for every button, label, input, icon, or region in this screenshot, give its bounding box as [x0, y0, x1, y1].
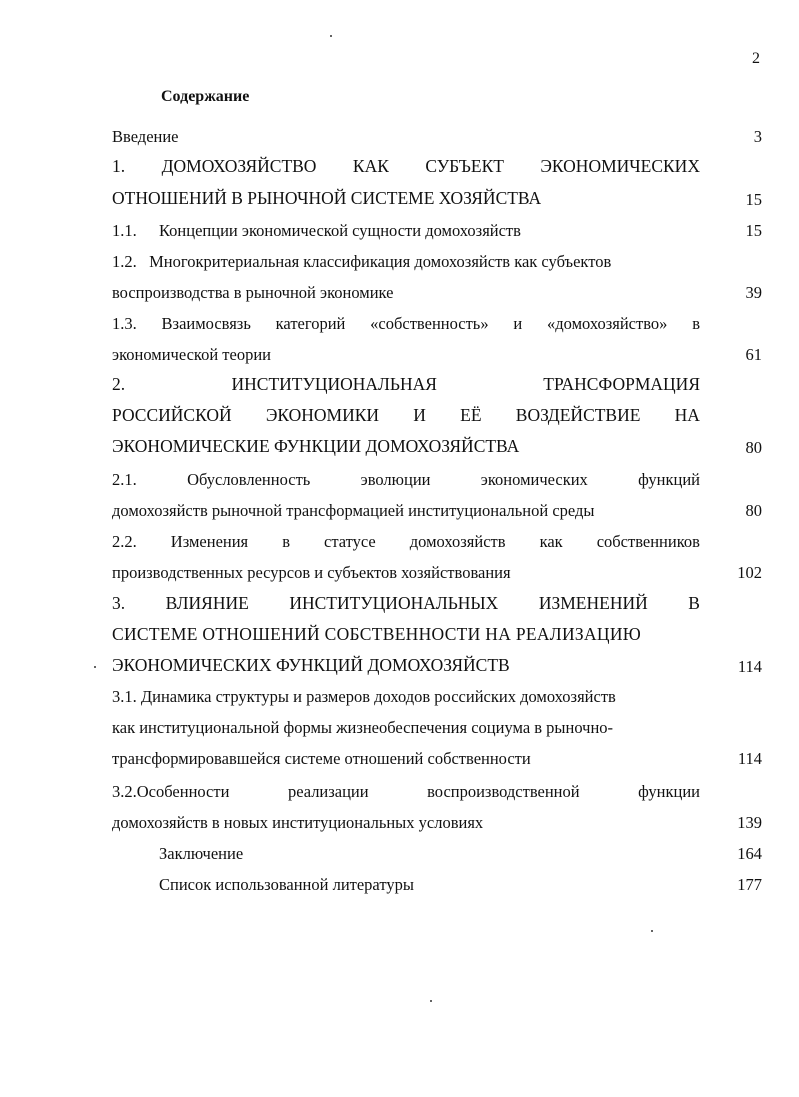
toc-ch3-line1: [112, 593, 700, 614]
toc-word: воспроизводственной: [427, 782, 580, 801]
toc-word: «собственность»: [370, 314, 489, 333]
toc-word: ВОЗДЕЙСТВИЕ: [515, 405, 641, 425]
toc-s1-2-page: 39: [745, 283, 762, 302]
toc-s1-3-line1: [112, 314, 700, 334]
toc-word: 3.2.Особенности: [112, 782, 230, 801]
toc-word: В: [688, 593, 700, 613]
toc-ch1-number: 1.: [112, 156, 126, 176]
toc-word: ИНСТИТУЦИОНАЛЬНЫХ: [289, 593, 499, 613]
toc-word: в: [282, 532, 290, 551]
toc-word: 2.1.: [112, 470, 137, 489]
toc-ch2-page: 80: [745, 438, 762, 457]
toc-word: домохозяйств: [409, 532, 506, 551]
scan-speck: [651, 930, 653, 932]
toc-ch3-line3: ЭКОНОМИЧЕСКИХ ФУНКЦИЙ ДОМОХОЗЯЙСТВ: [112, 655, 510, 675]
toc-word: функции: [638, 782, 700, 801]
toc-word: экономических: [480, 470, 588, 489]
scan-speck: [330, 35, 332, 37]
toc-s2-2-line1: [112, 532, 700, 552]
toc-ch1-line2: ОТНОШЕНИЙ В РЫНОЧНОЙ СИСТЕМЕ ХОЗЯЙСТВА: [112, 188, 542, 208]
toc-word: собственников: [596, 532, 700, 551]
toc-word: НА: [674, 405, 700, 425]
toc-s1-2-line1: 1.2. Многокритериальная классификация домохозяйств как субъектов: [112, 252, 612, 271]
toc-word: как: [539, 532, 563, 551]
toc-word: КАК: [352, 156, 389, 176]
toc-word: Изменения: [170, 532, 249, 551]
toc-ch2-line1: [112, 374, 700, 395]
toc-word: функций: [638, 470, 700, 489]
toc-word: в: [692, 314, 700, 333]
toc-s1-2-line2: воспроизводства в рыночной экономике: [112, 283, 394, 302]
toc-ch3-line2: СИСТЕМЕ ОТНОШЕНИЙ СОБСТВЕННОСТИ НА РЕАЛИЗАЦИЮ: [112, 624, 642, 644]
toc-word: статусе: [324, 532, 376, 551]
toc-ch3-number: 3.: [112, 593, 126, 613]
toc-ch2-line3: ЭКОНОМИЧЕСКИЕ ФУНКЦИИ ДОМОХОЗЯЙСТВА: [112, 436, 520, 456]
toc-heading: Содержание: [161, 88, 250, 105]
toc-s1-1-page: 15: [745, 221, 762, 240]
toc-s2-1-line1: [112, 470, 700, 490]
toc-conclusion-page: 164: [737, 844, 762, 863]
toc-word: ЕЁ: [460, 405, 482, 425]
toc-s2-1-line2: домохозяйств рыночной трансформацией институциональной среды: [112, 501, 595, 520]
toc-ch2-line2: [112, 405, 700, 426]
toc-word: Взаимосвязь: [161, 314, 251, 333]
toc-word: ИЗМЕНЕНИЙ: [538, 593, 648, 613]
toc-s3-2-line1: [112, 782, 700, 802]
toc-s1-3-line2: экономической теории: [112, 345, 271, 364]
toc-intro-page: 3: [753, 127, 762, 146]
toc-word: «домохозяйство»: [547, 314, 668, 333]
toc-word: 2.2.: [112, 532, 137, 551]
scan-speck: [430, 1000, 432, 1002]
toc-s1-3-page: 61: [745, 345, 762, 364]
toc-ch1-page: 15: [745, 190, 762, 209]
toc-ch2-number: 2.: [112, 374, 126, 394]
toc-word: ВЛИЯНИЕ: [165, 593, 249, 613]
toc-intro-label: Введение: [112, 127, 179, 146]
toc-s3-2-line2: домохозяйств в новых институциональных условиях: [112, 813, 484, 832]
toc-word: И: [413, 405, 426, 425]
toc-s2-2-page: 102: [737, 563, 762, 582]
toc-s3-1-line1: 3.1. Динамика структуры и размеров доходов российских домохозяйств: [112, 687, 616, 706]
toc-word: категорий: [275, 314, 346, 333]
page-number: 2: [752, 50, 760, 67]
toc-word: РОССИЙСКОЙ: [112, 405, 232, 425]
toc-word: эволюции: [360, 470, 431, 489]
toc-word: ЭКОНОМИЧЕСКИХ: [540, 156, 700, 176]
toc-s3-1-page: 114: [737, 749, 762, 768]
scan-speck: [94, 666, 96, 668]
toc-word: ИНСТИТУЦИОНАЛЬНАЯ: [231, 374, 437, 394]
toc-ch3-page: 114: [737, 657, 762, 676]
toc-s1-1-title: Концепции экономической сущности домохозяйств: [159, 221, 521, 240]
toc-s3-1-line3: трансформировавшейся системе отношений собственности: [112, 749, 531, 768]
toc-s1-1-number: 1.1.: [112, 221, 137, 240]
toc-references-page: 177: [737, 875, 762, 894]
toc-conclusion-label: Заключение: [159, 844, 244, 863]
toc-word: 1.3.: [112, 314, 137, 333]
toc-references-label: Список использованной литературы: [159, 875, 414, 894]
toc-word: СУБЪЕКТ: [425, 156, 504, 176]
toc-word: Обусловленность: [187, 470, 311, 489]
toc-s2-2-line2: производственных ресурсов и субъектов хозяйствования: [112, 563, 511, 582]
toc-word: ДОМОХОЗЯЙСТВО: [161, 156, 317, 176]
toc-word: реализации: [287, 782, 369, 801]
toc-ch1-line1: [112, 156, 700, 177]
toc-word: и: [513, 314, 523, 333]
toc-s3-2-page: 139: [737, 813, 762, 832]
toc-word: ЭКОНОМИКИ: [265, 405, 380, 425]
toc-s2-1-page: 80: [745, 501, 762, 520]
toc-s3-1-line2: как институциональной формы жизнеобеспечения социума в рыночно-: [112, 718, 614, 737]
toc-word: ТРАНСФОРМАЦИЯ: [543, 374, 700, 394]
